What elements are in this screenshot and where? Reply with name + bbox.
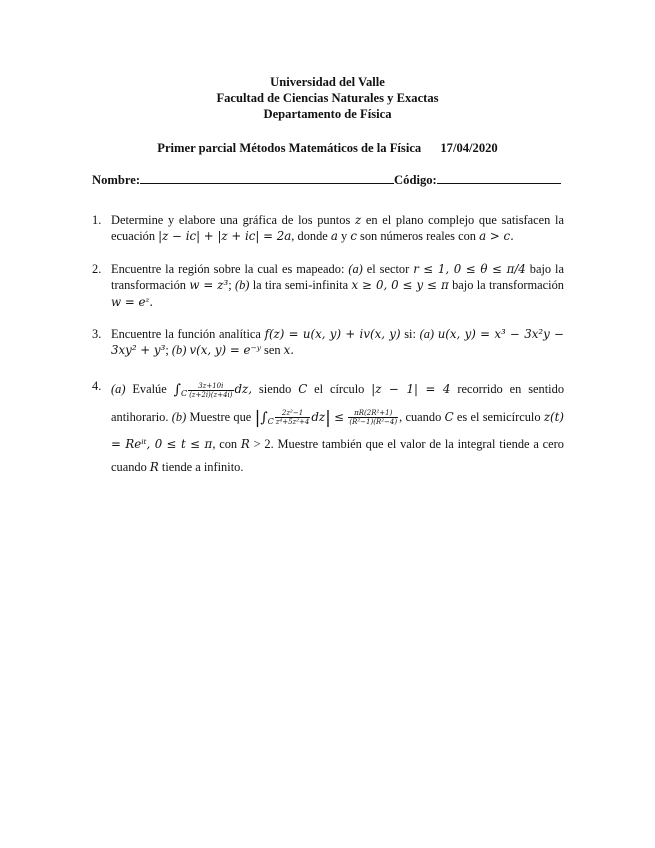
- contour-integral-symbol: ∫: [173, 381, 181, 398]
- fraction-integrand-b: [275, 409, 311, 426]
- student-fields: [92, 172, 564, 188]
- math-expression: dz: [311, 409, 326, 424]
- problem-2: [92, 261, 564, 310]
- part-label: (b): [171, 409, 187, 424]
- math-expression: w = z³: [189, 278, 229, 293]
- math-expression: z: [354, 213, 362, 227]
- problem-number: 3.: [92, 327, 102, 341]
- part-label: (b): [234, 278, 250, 293]
- math-expression: w = eᶻ.: [111, 294, 154, 309]
- problem-text: y: [337, 229, 351, 244]
- absolute-value-bar-left: |: [254, 407, 261, 428]
- problem-text: es el semicírculo: [453, 409, 544, 424]
- code-label: Código:: [394, 173, 437, 187]
- math-operator: ≤: [334, 409, 345, 424]
- problem-text: ;: [165, 343, 172, 358]
- university-name: Universidad del Valle: [270, 75, 385, 89]
- math-expression: R: [240, 437, 250, 451]
- problem-text: ;: [228, 278, 235, 293]
- problem-1: [92, 212, 564, 245]
- absolute-value-bar-right: |: [325, 407, 331, 428]
- problem-text: la tira semi-infinita: [249, 278, 352, 293]
- math-expression: C: [444, 409, 454, 424]
- part-label: (b): [171, 343, 187, 358]
- problem-text: el círculo: [307, 382, 372, 396]
- faculty-name: Facultad de Ciencias Naturales y Exactas: [216, 91, 439, 105]
- problem-text: tiende a infinito.: [158, 459, 244, 474]
- problem-text: siendo: [252, 382, 299, 396]
- fraction-bound: [348, 409, 398, 426]
- exam-title-line: [0, 141, 655, 156]
- fraction-numerator: 3z+10i: [188, 382, 233, 391]
- problem-text: , donde: [291, 229, 331, 244]
- problem-text: son números reales con: [356, 229, 480, 244]
- contour-integral-symbol: ∫: [260, 409, 268, 426]
- problem-text: Evalúe: [125, 382, 174, 396]
- part-label: (a): [348, 262, 363, 276]
- exam-date: 17/04/2020: [440, 141, 498, 155]
- problem-number: 1.: [92, 213, 102, 227]
- problem-4: [92, 378, 564, 478]
- part-label: (a): [111, 382, 126, 396]
- math-expression: f(z) = u(x, y) + iv(x, y): [264, 327, 401, 341]
- problem-text: , cuando: [399, 409, 445, 424]
- problem-number: 4.: [92, 379, 102, 393]
- fraction-denominator: (R²−1)(R²−4): [349, 418, 398, 427]
- problem-3: [92, 326, 564, 359]
- math-expression: u(x, y) = x³ − 3x²y − 3xy² + y³: [111, 327, 564, 358]
- problem-text: bajo la transformación: [111, 262, 564, 293]
- math-expression: |z − 1| = 4: [371, 382, 451, 396]
- math-expression: c: [350, 229, 357, 244]
- problem-body: [111, 326, 564, 359]
- problem-text: , con: [212, 437, 241, 451]
- math-expression: C: [298, 382, 308, 396]
- problem-body: [111, 378, 564, 478]
- problem-body: [111, 261, 564, 310]
- problem-text: Muestre que: [186, 409, 255, 424]
- integral-subscript: C: [267, 416, 274, 426]
- problem-text: bajo la transformación: [448, 278, 564, 293]
- code-blank-line: [437, 172, 561, 184]
- problem-text: sen: [260, 343, 284, 358]
- problem-text: > 2. Muestre también que el valor de la integral tiende a cero cuando: [111, 437, 564, 474]
- problem-text: recorrido en sentido antihorario.: [111, 382, 565, 424]
- fraction-numerator: 2z²−1: [275, 409, 311, 418]
- math-expression: x.: [283, 343, 295, 358]
- exam-title: Primer parcial Métodos Matemáticos de la Física: [157, 141, 422, 155]
- math-expression: a > c.: [479, 229, 514, 244]
- problem-text: si:: [400, 327, 420, 341]
- name-blank-line: [140, 172, 394, 184]
- problem-text: Determine y elabore una gráfica de los puntos: [111, 213, 355, 227]
- math-expression: r ≤ 1, 0 ≤ θ ≤ π/4: [413, 262, 526, 276]
- department-name: Departamento de Física: [263, 107, 392, 121]
- fraction-numerator: πR(2R²+1): [348, 409, 398, 418]
- math-expression: a: [330, 229, 338, 244]
- part-label: (a): [419, 327, 435, 341]
- problem-text: Encuentre la región sobre la cual es mapeado:: [111, 262, 349, 276]
- integral-subscript: C: [180, 389, 188, 398]
- fraction-denominator: (z+2i)(z+4i): [189, 390, 233, 399]
- math-expression: dz,: [234, 382, 253, 396]
- problem-body: [111, 212, 564, 245]
- fraction-denominator: z⁴+5z²+4: [275, 418, 310, 427]
- problem-text: el sector: [362, 262, 414, 276]
- problem-text: Encuentre la función analítica: [111, 327, 265, 341]
- problem-text: en el plano complejo que satisfacen la ecuación: [111, 213, 564, 244]
- fraction-integrand-a: [188, 382, 233, 399]
- name-label: Nombre:: [92, 173, 141, 187]
- problem-number: 2.: [92, 262, 102, 276]
- math-expression: R: [149, 459, 159, 474]
- math-expression: z(t) = Reⁱᵗ, 0 ≤ t ≤ π: [111, 409, 564, 451]
- math-expression: x ≥ 0, 0 ≤ y ≤ π: [351, 278, 449, 293]
- math-expression: v(x, y) = e⁻ʸ: [189, 343, 261, 358]
- math-expression: |z − ic| + |z + ic| = 2a: [158, 229, 292, 244]
